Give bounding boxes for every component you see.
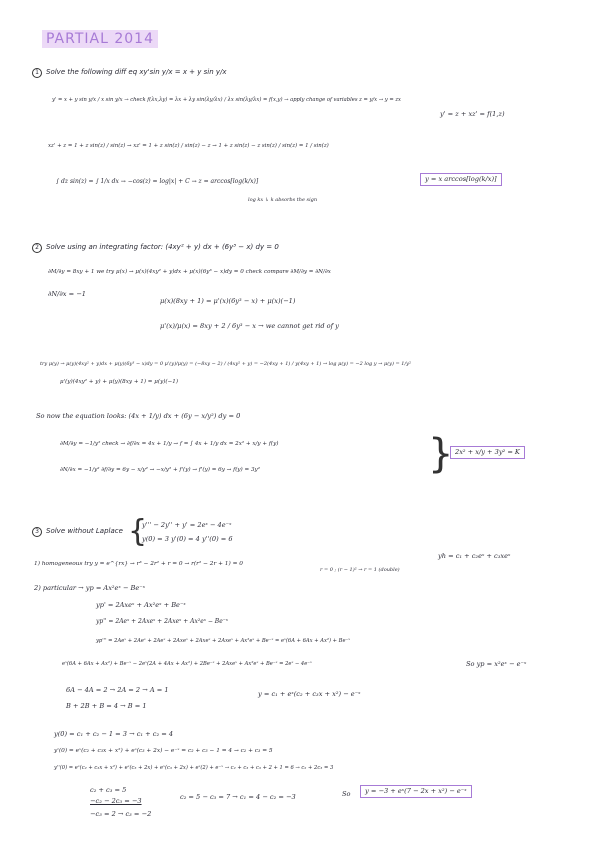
p3-ic-2: y'(0) = eˣ(c₂ + c₃x + x²) + eˣ(c₃ + 2x) − e⁻ˣ = c₂ + c₃ − 1 = 4 → c₂ + c₃ = 5 — [54, 748, 273, 754]
p3-general-solution: y = c₁ + eˣ(c₂ + c₃x + x²) − e⁻ˣ — [258, 690, 361, 698]
p1-line-1: y' = x + y sin y/x / x sin y/x → check f(λx,λy) = λx + λy sin(λy/λx) / λx sin(λy/λx) = f(x,y) → apply change of variables z = y/x → y = zx — [52, 97, 401, 103]
p1-line-5: log kx ↳ k absorbs the sign — [248, 197, 318, 203]
problem-3-number: 3 — [32, 527, 42, 537]
p3-substitution: eˣ(6A + 6Ax + Ax²) + Be⁻ˣ − 2eˣ(2A + 4Ax + Ax²) + 2Be⁻ˣ + 2Axeˣ + Ax²eˣ + Be⁻ˣ = 2eˣ − 4e⁻ˣ — [62, 661, 312, 667]
p1-line-4: ∫ dz sin(z) = ∫ 1/x dx → −cos(z) = log|x| + C → z = arccos[log(k/x)] — [56, 178, 259, 185]
p1-answer: y = x arccos[log(k/x)] — [420, 173, 502, 186]
problem-1-header — [32, 68, 227, 78]
p3-so-label: So — [342, 790, 351, 798]
p1-line-3: xz' + z = 1 + z sin(z) / sin(z) → xz' = 1 + z sin(z) / sin(z) − z → 1 + z sin(z) − z sin(z) / sin(z) = 1 / sin(z) — [48, 143, 329, 149]
p3-roots: r = 0 ; (r − 1)² → r = 1 (double) — [320, 567, 400, 573]
p2-line-3: μ(x)(8xy + 1) = μ'(x)(6y³ − x) + μ(x)(−1) — [160, 297, 296, 305]
p2-line-9: ∂N/∂x = −1/y² ∂f/∂y = 6y − x/y² → −x/y² + f'(y) → f'(y) = 6y → f(y) = 3y² — [60, 467, 260, 473]
p3-system-3: −c₃ = 2 → c₃ = −2 — [90, 810, 152, 818]
p3-answer: y = −3 + eˣ(7 − 2x + x²) − e⁻ˣ — [360, 785, 472, 798]
p3-solve-a: 6A − 4A = 2 → 2A = 2 → A = 1 — [66, 686, 169, 694]
p2-line-5: try μ(y) → μ(y)(4xy² + y)dx + μ(y)(6y³ − x)dy = 0 μ'(y)/μ(y) = (−8xy − 2) / (4xy² + y) = −2(4xy + 1) / y(4xy + 1) → log μ(y) = −2 log y → μ(y) = 1/y² — [40, 361, 411, 367]
p2-answer: 2x² + x/y + 3y² = K — [450, 446, 525, 459]
p3-system-1: c₂ + c₃ = 5 — [90, 786, 127, 794]
problem-2-header — [32, 243, 279, 253]
p3-ic-1: y(0) = c₁ + c₂ − 1 = 3 → c₁ + c₂ = 4 — [54, 730, 174, 738]
p3-yp-result: So yp = x²eˣ − e⁻ˣ — [466, 660, 527, 668]
p3-homogeneous: 1) homogeneous try y = e^{rx} → r³ − 2r² + r = 0 → r(r² − 2r + 1) = 0 — [34, 561, 243, 567]
p3-ic-3: y''(0) = eˣ(c₂ + c₃x + x²) + eˣ(c₃ + 2x) + eˣ(c₃ + 2x) + eˣ(2) + e⁻ˣ → c₂ + c₃ + c₃ + 2 + 1 = 6 → c₂ + 2c₃ = 3 — [54, 765, 334, 771]
problem-1-number: 1 — [32, 68, 42, 78]
p3-yp2: yp'' = 2Aeˣ + 2Axeˣ + 2Axeˣ + Ax²eˣ − Be⁻ˣ — [96, 618, 229, 625]
problem-2-number: 2 — [32, 243, 42, 253]
p3-constants: c₂ = 5 − c₃ = 7 → c₁ = 4 − c₂ = −3 — [180, 793, 296, 801]
p2-right-brace: } — [428, 431, 454, 477]
problem-3-statement: Solve without Laplace — [46, 527, 123, 535]
problem-1-statement: Solve the following diff eq xy'sin y/x = x + y sin y/x — [46, 68, 227, 76]
p2-line-7: So now the equation looks: (4x + 1/y) dx + (6y − x/y²) dy = 0 — [36, 412, 241, 420]
p3-particular: 2) particular → yp = Ax²eˣ − Be⁻ˣ — [34, 584, 146, 592]
p3-yp1: yp' = 2Axeˣ + Ax²eˣ + Be⁻ˣ — [96, 601, 186, 609]
p3-solve-b: B + 2B + B = 4 → B = 1 — [66, 702, 147, 710]
p2-line-4: μ'(x)/μ(x) = 8xy + 2 / 6y³ − x → we cannot get rid of y — [160, 322, 339, 330]
problem-2-statement: Solve using an integrating factor: (4xy² + y) dx + (6y³ − x) dy = 0 — [46, 243, 279, 251]
p3-left-brace: { — [128, 514, 148, 549]
problem-3-header — [32, 527, 123, 537]
p2-line-8: ∂M/∂y = −1/y² check → ∂f/∂x = 4x + 1/y → f = ∫ 4x + 1/y dx = 2x² + x/y + f(y) — [60, 441, 279, 447]
p3-yp3: yp''' = 2Aeˣ + 2Aeˣ + 2Aeˣ + 2Axeˣ + 2Axeˣ + 2Axeˣ + Ax²eˣ + Be⁻ˣ = eˣ(6A + 6Ax + Ax²) + Be⁻ˣ — [96, 638, 351, 644]
p3-system-2: −c₂ − 2c₃ = −3 — [90, 797, 142, 805]
p3-yh: yh = c₁ + c₂eˣ + c₃xeˣ — [438, 552, 511, 560]
p3-system-eq: y''' − 2y'' + y' = 2eˣ − 4e⁻ˣ — [142, 521, 232, 529]
p2-line-2: ∂N/∂x = −1 — [48, 290, 86, 298]
p2-line-6: μ'(y)(4xy² + y) + μ(y)(8xy + 1) = μ(y)(−1) — [60, 379, 179, 385]
p3-initial-conditions: y(0) = 3 y'(0) = 4 y''(0) = 6 — [142, 535, 233, 543]
p1-line-2: y' = z + xz' = f(1,z) — [440, 110, 505, 118]
p2-line-1: ∂M/∂y = 8xy + 1 we try μ(x) → μ(x)(4xy² + y)dx + μ(x)(6y³ − x)dy = 0 check compare ∂M/∂y = ∂N/∂x — [48, 269, 331, 275]
page-title: PARTIAL 2014 — [42, 30, 158, 48]
